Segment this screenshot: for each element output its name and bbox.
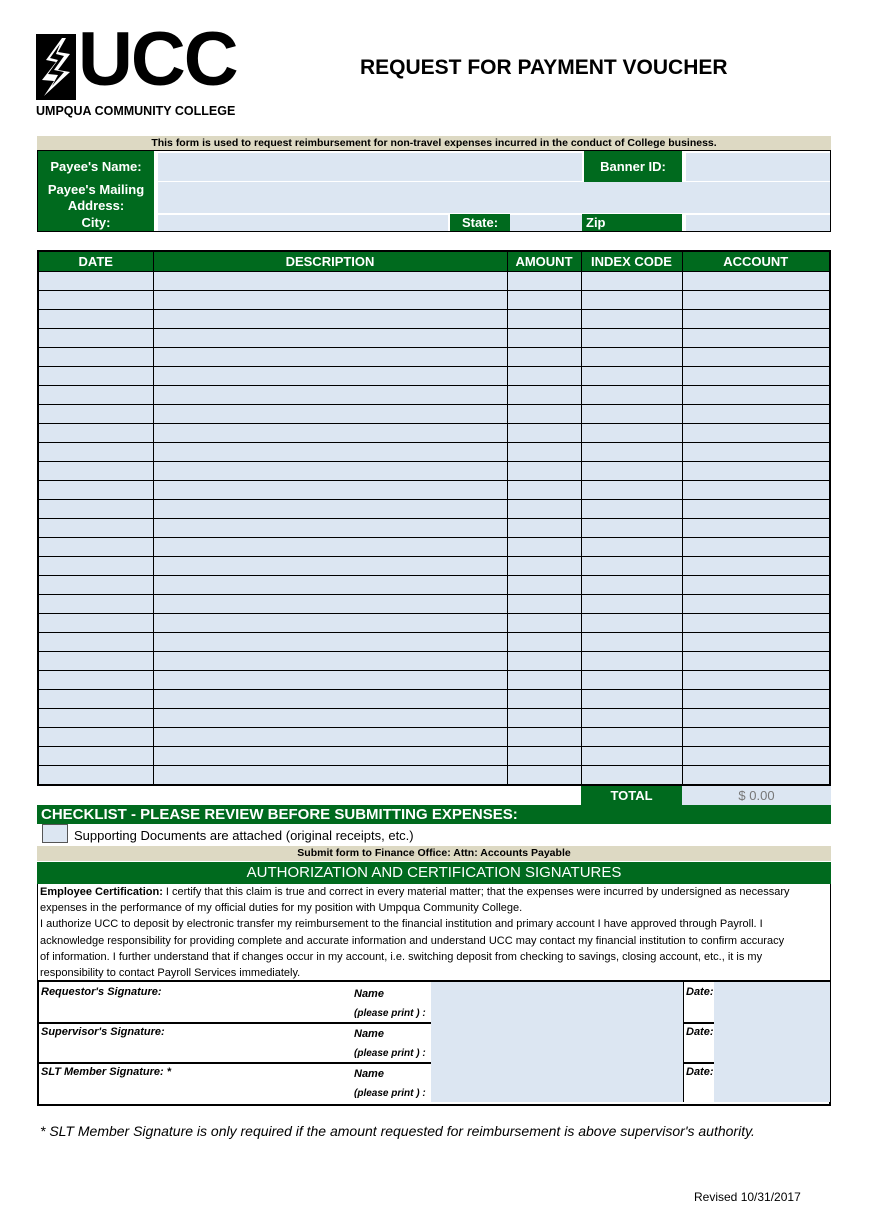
- cert-line5: of information. I further understand that if changes occur in my account, i.e. switching deposit from checking to savings, closing account, etc., it is my: [40, 950, 763, 963]
- supervisor-name-field[interactable]: [431, 1022, 683, 1062]
- state-field[interactable]: [510, 215, 582, 231]
- description-cell[interactable]: [153, 500, 507, 519]
- index-code-cell[interactable]: [581, 690, 682, 709]
- date-cell[interactable]: [38, 291, 153, 310]
- payee-name-label: Payee's Name:: [38, 151, 154, 182]
- index-code-cell[interactable]: [581, 652, 682, 671]
- index-code-cell[interactable]: [581, 557, 682, 576]
- date-cell[interactable]: [38, 424, 153, 443]
- mailing-label-line1: Payee's Mailing: [47, 182, 145, 197]
- index-code-cell[interactable]: [581, 614, 682, 633]
- table-row: [38, 690, 830, 709]
- account-cell[interactable]: [682, 557, 830, 576]
- index-code-cell[interactable]: [581, 424, 682, 443]
- header-date: DATE: [38, 251, 153, 272]
- date-cell[interactable]: [38, 367, 153, 386]
- supporting-docs-label: Supporting Documents are attached (original receipts, etc.): [74, 828, 414, 843]
- description-cell[interactable]: [153, 766, 507, 786]
- form-title: REQUEST FOR PAYMENT VOUCHER: [360, 56, 728, 79]
- index-code-cell[interactable]: [581, 272, 682, 291]
- table-row: [38, 652, 830, 671]
- table-row: [38, 595, 830, 614]
- table-row: [38, 272, 830, 291]
- account-cell[interactable]: [682, 652, 830, 671]
- slt-name-label: Name: [354, 1068, 384, 1080]
- table-row: [38, 709, 830, 728]
- table-row: [38, 538, 830, 557]
- supervisor-date-label: Date:: [686, 1026, 714, 1038]
- slt-print-label: (please print ) :: [354, 1088, 426, 1099]
- header-account: ACCOUNT: [682, 251, 830, 272]
- date-cell[interactable]: [38, 310, 153, 329]
- date-cell[interactable]: [38, 348, 153, 367]
- index-code-cell[interactable]: [581, 576, 682, 595]
- payee-section: [37, 150, 831, 232]
- amount-cell[interactable]: [507, 500, 581, 519]
- date-cell[interactable]: [38, 519, 153, 538]
- index-code-cell[interactable]: [581, 595, 682, 614]
- index-code-cell[interactable]: [581, 633, 682, 652]
- account-cell[interactable]: [682, 462, 830, 481]
- mailing-address-field[interactable]: [158, 182, 830, 213]
- table-row: [38, 500, 830, 519]
- table-row: [38, 614, 830, 633]
- requestor-date-label: Date:: [686, 986, 714, 998]
- cert-line4: acknowledge responsibility for providing complete and accurate information and understand UCC may contact my financial institution to confirm accuracy: [40, 934, 785, 947]
- description-cell[interactable]: [153, 481, 507, 500]
- city-label: City:: [38, 214, 154, 231]
- slt-date-field[interactable]: [714, 1062, 830, 1102]
- description-cell[interactable]: [153, 329, 507, 348]
- amount-cell[interactable]: [507, 348, 581, 367]
- zip-field[interactable]: [686, 215, 830, 231]
- description-cell[interactable]: [153, 443, 507, 462]
- cert-line2: expenses in the performance of my official duties for my position with Umpqua Community College.: [40, 902, 523, 915]
- date-cell[interactable]: [38, 329, 153, 348]
- account-cell[interactable]: [682, 614, 830, 633]
- slt-signature-row: [39, 1062, 829, 1102]
- amount-cell[interactable]: [507, 291, 581, 310]
- index-code-cell[interactable]: [581, 291, 682, 310]
- date-cell[interactable]: [38, 272, 153, 291]
- date-cell[interactable]: [38, 690, 153, 709]
- account-cell[interactable]: [682, 272, 830, 291]
- requestor-name-field[interactable]: [431, 982, 683, 1022]
- table-row: [38, 576, 830, 595]
- cert-line: [40, 884, 828, 900]
- amount-cell[interactable]: [507, 538, 581, 557]
- payee-name-field[interactable]: [158, 153, 582, 181]
- form-note: This form is used to request reimbursement for non-travel expenses incurred in the conduct of College business.: [37, 136, 831, 150]
- index-code-cell[interactable]: [581, 367, 682, 386]
- date-cell[interactable]: [38, 405, 153, 424]
- banner-id-label: Banner ID:: [584, 151, 682, 182]
- table-row: [38, 348, 830, 367]
- table-row: [38, 747, 830, 766]
- index-code-cell[interactable]: [581, 481, 682, 500]
- index-code-cell[interactable]: [581, 500, 682, 519]
- table-row: [38, 671, 830, 690]
- state-label: State:: [450, 214, 510, 231]
- index-code-cell[interactable]: [581, 519, 682, 538]
- supervisor-name-label: Name: [354, 1028, 384, 1040]
- table-row: [38, 405, 830, 424]
- supporting-docs-checkbox[interactable]: [42, 824, 68, 843]
- amount-cell[interactable]: [507, 557, 581, 576]
- index-code-cell[interactable]: [581, 538, 682, 557]
- index-code-cell[interactable]: [581, 747, 682, 766]
- account-cell[interactable]: [682, 405, 830, 424]
- account-cell[interactable]: [682, 291, 830, 310]
- table-row: [38, 443, 830, 462]
- account-cell[interactable]: [682, 519, 830, 538]
- account-cell[interactable]: [682, 500, 830, 519]
- lightning-logo-icon: [36, 34, 76, 100]
- table-header-row: [38, 251, 830, 272]
- date-cell[interactable]: [38, 747, 153, 766]
- amount-cell[interactable]: [507, 690, 581, 709]
- total-value: $ 0.00: [682, 786, 831, 805]
- date-cell[interactable]: [38, 386, 153, 405]
- amount-cell[interactable]: [507, 671, 581, 690]
- table-row: [38, 728, 830, 747]
- slt-signature-label: SLT Member Signature: *: [41, 1066, 171, 1078]
- date-cell[interactable]: [38, 652, 153, 671]
- description-cell[interactable]: [153, 424, 507, 443]
- amount-cell[interactable]: [507, 386, 581, 405]
- description-cell[interactable]: [153, 462, 507, 481]
- amount-cell[interactable]: [507, 652, 581, 671]
- table-row: [38, 557, 830, 576]
- table-row: [38, 633, 830, 652]
- index-code-cell[interactable]: [581, 386, 682, 405]
- requestor-signature-row: [39, 982, 829, 1024]
- index-code-cell[interactable]: [581, 443, 682, 462]
- description-cell[interactable]: [153, 595, 507, 614]
- description-cell[interactable]: [153, 291, 507, 310]
- amount-cell[interactable]: [507, 633, 581, 652]
- account-cell[interactable]: [682, 329, 830, 348]
- index-code-cell[interactable]: [581, 766, 682, 786]
- mailing-address-label: [38, 182, 154, 214]
- date-cell[interactable]: [38, 633, 153, 652]
- account-cell[interactable]: [682, 481, 830, 500]
- account-cell[interactable]: [682, 728, 830, 747]
- revised-date: Revised 10/31/2017: [694, 1190, 801, 1204]
- description-cell[interactable]: [153, 557, 507, 576]
- description-cell[interactable]: [153, 386, 507, 405]
- requestor-date-box: [683, 982, 830, 1022]
- account-cell[interactable]: [682, 576, 830, 595]
- account-cell[interactable]: [682, 386, 830, 405]
- description-cell[interactable]: [153, 348, 507, 367]
- amount-cell[interactable]: [507, 728, 581, 747]
- amount-cell[interactable]: [507, 766, 581, 786]
- amount-cell[interactable]: [507, 614, 581, 633]
- table-row: [38, 291, 830, 310]
- supervisor-date-box: [683, 1022, 830, 1062]
- table-row: [38, 367, 830, 386]
- account-cell[interactable]: [682, 671, 830, 690]
- description-cell[interactable]: [153, 728, 507, 747]
- table-row: [38, 766, 830, 786]
- account-cell[interactable]: [682, 633, 830, 652]
- account-cell[interactable]: [682, 310, 830, 329]
- index-code-cell[interactable]: [581, 462, 682, 481]
- expense-table: [37, 250, 831, 786]
- amount-cell[interactable]: [507, 481, 581, 500]
- date-cell[interactable]: [38, 481, 153, 500]
- account-cell[interactable]: [682, 538, 830, 557]
- account-cell[interactable]: [682, 424, 830, 443]
- city-field[interactable]: [158, 215, 448, 231]
- table-row: [38, 329, 830, 348]
- date-cell[interactable]: [38, 500, 153, 519]
- amount-cell[interactable]: [507, 747, 581, 766]
- amount-cell[interactable]: [507, 367, 581, 386]
- college-name: UMPQUA COMMUNITY COLLEGE: [36, 104, 236, 118]
- supervisor-signature-row: [39, 1022, 829, 1064]
- date-cell[interactable]: [38, 671, 153, 690]
- table-row: [38, 481, 830, 500]
- requestor-name-label: Name: [354, 988, 384, 1000]
- description-cell[interactable]: [153, 310, 507, 329]
- date-cell[interactable]: [38, 766, 153, 786]
- amount-cell[interactable]: [507, 424, 581, 443]
- description-cell[interactable]: [153, 614, 507, 633]
- supervisor-signature-label: Supervisor's Signature:: [41, 1026, 165, 1038]
- header-index-code: INDEX CODE: [581, 251, 682, 272]
- requestor-print-label: (please print ) :: [354, 1008, 426, 1019]
- amount-cell[interactable]: [507, 272, 581, 291]
- account-cell[interactable]: [682, 595, 830, 614]
- index-code-cell[interactable]: [581, 671, 682, 690]
- description-cell[interactable]: [153, 747, 507, 766]
- logo-initials: UCC: [78, 17, 237, 102]
- date-cell[interactable]: [38, 576, 153, 595]
- description-cell[interactable]: [153, 272, 507, 291]
- date-cell[interactable]: [38, 709, 153, 728]
- date-cell[interactable]: [38, 728, 153, 747]
- slt-name-field[interactable]: [431, 1062, 683, 1102]
- table-row: [38, 519, 830, 538]
- checklist-title: CHECKLIST - PLEASE REVIEW BEFORE SUBMITTING EXPENSES:: [37, 805, 831, 824]
- date-cell[interactable]: [38, 595, 153, 614]
- header-description: DESCRIPTION: [153, 251, 507, 272]
- cert-line3: I authorize UCC to deposit by electronic transfer my reimbursement to the financial institution and primary account I have approved through Payroll. I: [40, 918, 763, 931]
- date-cell[interactable]: [38, 443, 153, 462]
- cert-label: Employee Certification:: [40, 886, 163, 898]
- index-code-cell[interactable]: [581, 329, 682, 348]
- employee-certification: [37, 884, 831, 980]
- description-cell[interactable]: [153, 671, 507, 690]
- mailing-label-line2: Address:: [67, 198, 125, 213]
- index-code-cell[interactable]: [581, 728, 682, 747]
- requestor-signature-label: Requestor's Signature:: [41, 986, 162, 998]
- zip-label: Zip: [582, 214, 682, 231]
- description-cell[interactable]: [153, 519, 507, 538]
- table-row: [38, 386, 830, 405]
- amount-cell[interactable]: [507, 310, 581, 329]
- amount-cell[interactable]: [507, 576, 581, 595]
- account-cell[interactable]: [682, 766, 830, 786]
- date-cell[interactable]: [38, 614, 153, 633]
- header-amount: AMOUNT: [507, 251, 581, 272]
- supervisor-date-field[interactable]: [714, 1022, 830, 1062]
- amount-cell[interactable]: [507, 405, 581, 424]
- description-cell[interactable]: [153, 367, 507, 386]
- footnote: * SLT Member Signature is only required if the amount requested for reimbursement is above supervisor's authority.: [40, 1123, 755, 1139]
- amount-cell[interactable]: [507, 329, 581, 348]
- index-code-cell[interactable]: [581, 348, 682, 367]
- account-cell[interactable]: [682, 747, 830, 766]
- description-cell[interactable]: [153, 405, 507, 424]
- slt-date-label: Date:: [686, 1066, 714, 1078]
- amount-cell[interactable]: [507, 595, 581, 614]
- total-label: TOTAL: [581, 786, 682, 805]
- requestor-date-field[interactable]: [714, 982, 830, 1022]
- date-cell[interactable]: [38, 557, 153, 576]
- description-cell[interactable]: [153, 690, 507, 709]
- ucc-logo: [36, 17, 237, 120]
- index-code-cell[interactable]: [581, 310, 682, 329]
- account-cell[interactable]: [682, 367, 830, 386]
- account-cell[interactable]: [682, 709, 830, 728]
- auth-title: AUTHORIZATION AND CERTIFICATION SIGNATURES: [37, 862, 831, 884]
- description-cell[interactable]: [153, 633, 507, 652]
- banner-id-field[interactable]: [686, 153, 830, 181]
- cert-line6: responsibility to contact Payroll Services immediately.: [40, 967, 301, 980]
- signature-block: [37, 980, 831, 1106]
- description-cell[interactable]: [153, 709, 507, 728]
- table-row: [38, 424, 830, 443]
- table-row: [38, 462, 830, 481]
- cert-line1: I certify that this claim is true and correct in every material matter; that the expenses were incurred by undersigned as necessary: [162, 886, 790, 898]
- index-code-cell[interactable]: [581, 709, 682, 728]
- account-cell[interactable]: [682, 443, 830, 462]
- amount-cell[interactable]: [507, 443, 581, 462]
- date-cell[interactable]: [38, 538, 153, 557]
- date-cell[interactable]: [38, 462, 153, 481]
- account-cell[interactable]: [682, 348, 830, 367]
- amount-cell[interactable]: [507, 709, 581, 728]
- slt-date-box: [683, 1062, 830, 1102]
- description-cell[interactable]: [153, 576, 507, 595]
- amount-cell[interactable]: [507, 519, 581, 538]
- submit-note: Submit form to Finance Office: Attn: Accounts Payable: [37, 846, 831, 861]
- table-row: [38, 310, 830, 329]
- description-cell[interactable]: [153, 652, 507, 671]
- account-cell[interactable]: [682, 690, 830, 709]
- index-code-cell[interactable]: [581, 405, 682, 424]
- amount-cell[interactable]: [507, 462, 581, 481]
- description-cell[interactable]: [153, 538, 507, 557]
- supervisor-print-label: (please print ) :: [354, 1048, 426, 1059]
